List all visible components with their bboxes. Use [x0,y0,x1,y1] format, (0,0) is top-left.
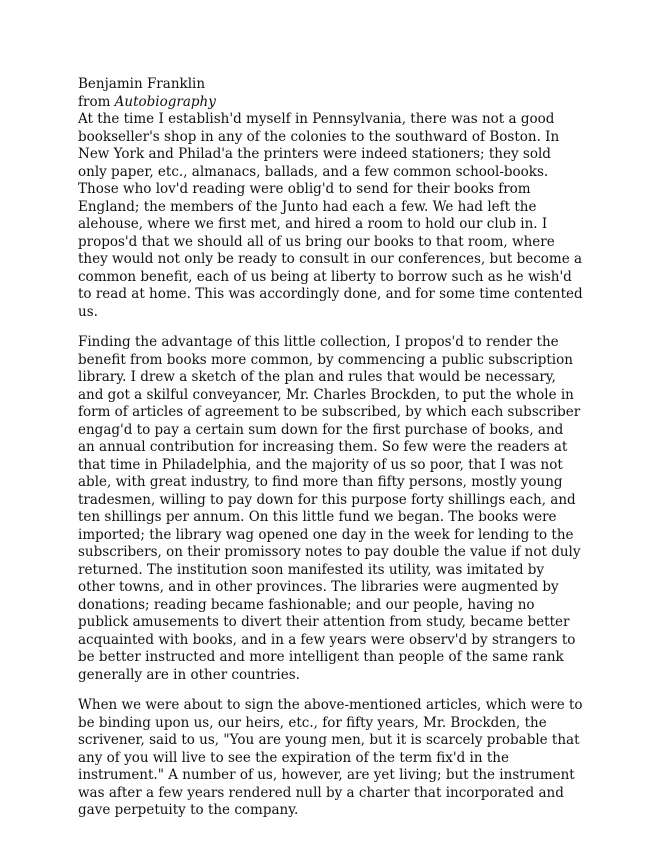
source-line [78,94,583,112]
source-prefix: from [78,93,115,110]
document-page [78,76,583,833]
paragraph-1: At the time I establish'd myself in Pennsylvania, there was not a good bookseller's shop in any of the colonies to the southward of Boston. In New York and Philad'a the printers were indeed stationers; they sold only paper, etc., almanacs, ballads, and a few common school-books. Those who lov'd reading were oblig'd to send for their books from England; the members of the Junto had each a few. We had left the alehouse, where we first met, and hired a room to hold our club in. I propos'd that we should all of us bring our books to that room, where they would not only be ready to consult in our conferences, but become a common benefit, each of us being at liberty to borrow such as he wish'd to read at home. This was accordingly done, and for some time contented us. [78,111,583,320]
author-name: Benjamin Franklin [78,76,206,92]
work-title: Autobiography [114,93,216,110]
paragraph-3: When we were about to sign the above-mentioned articles, which were to be binding upon us, our heirs, etc., for fifty years, Mr. Brockden, the scrivener, said to us, "You are young men, but it is scarcely probable that any of you will live to see the expiration of the term fix'd in the instrument." A number of us, however, are yet living; but the instrument was after a few years rendered null by a charter that incorporated and gave perpetuity to the company. [78,697,583,818]
paragraph-2: Finding the advantage of this little collection, I propos'd to render the benefit from books more common, by commencing a public subscription library. I drew a sketch of the plan and rules that would be necessary, and got a skilful conveyancer, Mr. Charles Brockden, to put the whole in form of articles of agreement to be subscribed, by which each subscriber engag'd to pay a certain sum down for the first purchase of books, and an annual contribution for increasing them. So few were the readers at that time in Philadelphia, and the majority of us so poor, that I was not able, with great industry, to find more than fifty persons, mostly young tradesmen, willing to pay down for this purpose forty shillings each, and ten shillings per annum. On this little fund we began. The books were imported; the library wag opened one day in the week for lending to the subscribers, on their promissory notes to pay double the value if not duly returned. The institution soon manifested its utility, was imitated by other towns, and in other provinces. The libraries were augmented by donations; reading became fashionable; and our people, having no publick amusements to divert their attention from study, became better acquainted with books, and in a few years were observ'd by strangers to be better instructed and more intelligent than people of the same rank generally are in other countries. [78,334,581,683]
